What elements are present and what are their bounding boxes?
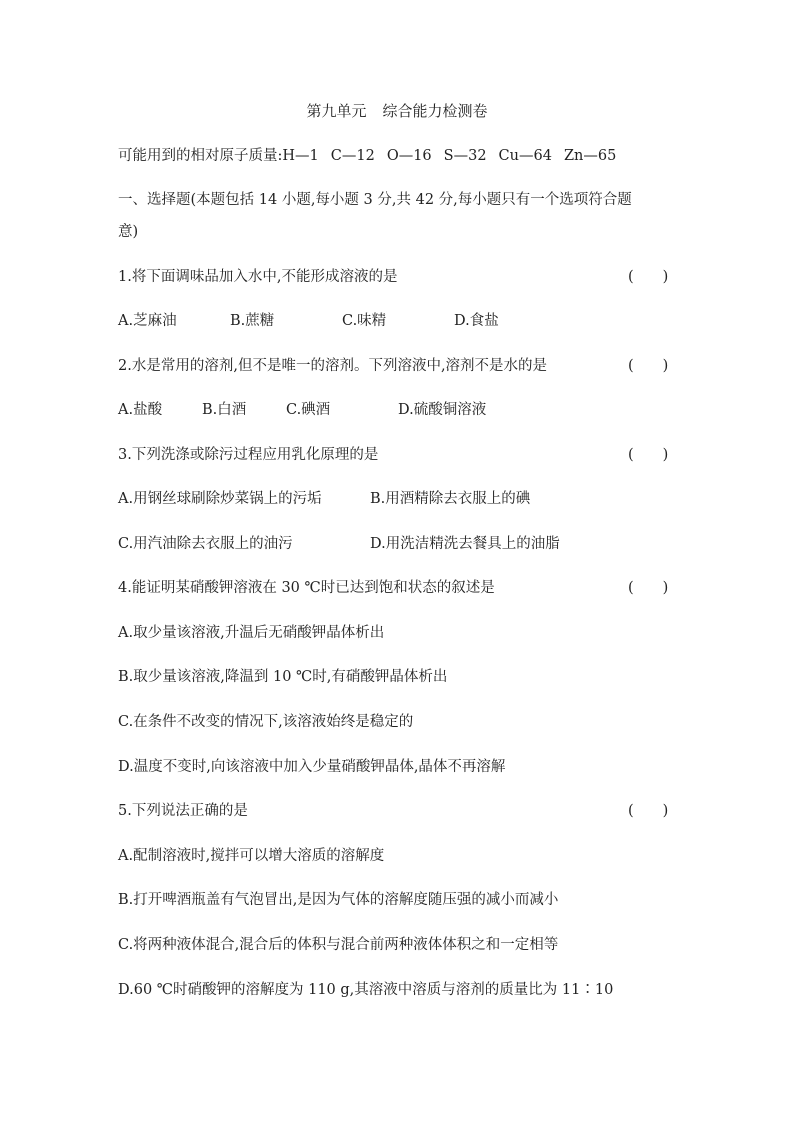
question-5-answer-blank[interactable]: ( ) [628,803,669,819]
question-1-options [118,311,499,331]
question-2-options [118,400,486,420]
atomic-mass-cu: Cu—64 [498,148,552,164]
question-2-answer-blank[interactable]: ( ) [628,358,669,374]
question-4-option-c[interactable]: C.在条件不改变的情况下,该溶液始终是稳定的 [118,714,414,730]
question-4-option-b[interactable]: B.取少量该溶液,降温到 10 ℃时,有硝酸钾晶体析出 [118,669,448,685]
option-d[interactable]: D.用洗洁精洗去餐具上的油脂 [370,536,560,552]
option-d[interactable]: D.硫酸铜溶液 [398,402,487,418]
question-5-option-c[interactable]: C.将两种液体混合,混合后的体积与混合前两种液体体积之和一定相等 [118,937,559,953]
question-4-answer-blank[interactable]: ( ) [628,580,669,596]
question-5-stem: 5.下列说法正确的是 [118,803,248,819]
atomic-mass-label: 可能用到的相对原子质量: [118,148,283,164]
question-3-stem: 3.下列洗涤或除污过程应用乳化原理的是 [118,447,379,463]
question-5-option-a[interactable]: A.配制溶液时,搅拌可以增大溶质的溶解度 [118,848,385,864]
question-5-option-d[interactable]: D.60 ℃时硝酸钾的溶解度为 110 g,其溶液中溶质与溶剂的质量比为 11∶10 [118,982,614,998]
option-c[interactable]: C.用汽油除去衣服上的油污 [118,536,293,552]
title-name: 综合能力检测卷 [382,102,488,120]
option-b[interactable]: B.白酒 [202,402,247,418]
option-a[interactable]: A.用钢丝球刷除炒菜锅上的污垢 [118,491,322,507]
question-1-stem: 1.将下面调味品加入水中,不能形成溶液的是 [118,269,398,285]
option-a[interactable]: A.盐酸 [118,402,163,418]
atomic-mass-line [118,146,628,166]
option-a[interactable]: A.芝麻油 [118,313,177,329]
question-4-option-d[interactable]: D.温度不变时,向该溶液中加入少量硝酸钾晶体,晶体不再溶解 [118,759,506,775]
atomic-mass-c: C—12 [330,148,375,164]
atomic-mass-zn: Zn—65 [563,148,617,164]
question-5-option-b[interactable]: B.打开啤酒瓶盖有气泡冒出,是因为气体的溶解度随压强的减小而减小 [118,892,559,908]
option-c[interactable]: C.碘酒 [286,402,331,418]
option-d[interactable]: D.食盐 [454,313,499,329]
page-title [0,100,794,122]
atomic-mass-s: S—32 [443,148,487,164]
title-unit: 第九单元 [306,102,367,120]
question-2-stem: 2.水是常用的溶剂,但不是唯一的溶剂。下列溶液中,溶剂不是水的是 [118,358,548,374]
section-heading-line2: 意) [118,224,139,240]
atomic-mass-h: H—1 [282,148,319,164]
section-heading-line1: 一、选择题(本题包括 14 小题,每小题 3 分,共 42 分,每小题只有一个选项符合题 [118,192,632,208]
atomic-mass-o: O—16 [386,148,432,164]
option-b[interactable]: B.用酒精除去衣服上的碘 [370,491,531,507]
question-1-answer-blank[interactable]: ( ) [628,269,669,285]
question-3-answer-blank[interactable]: ( ) [628,447,669,463]
question-4-stem: 4.能证明某硝酸钾溶液在 30 ℃时已达到饱和状态的叙述是 [118,580,495,596]
option-c[interactable]: C.味精 [342,313,387,329]
option-b[interactable]: B.蔗糖 [230,313,275,329]
question-3-options-row1 [118,489,530,509]
question-3-options-row2 [118,534,560,554]
question-4-option-a[interactable]: A.取少量该溶液,升温后无硝酸钾晶体析出 [118,625,385,641]
